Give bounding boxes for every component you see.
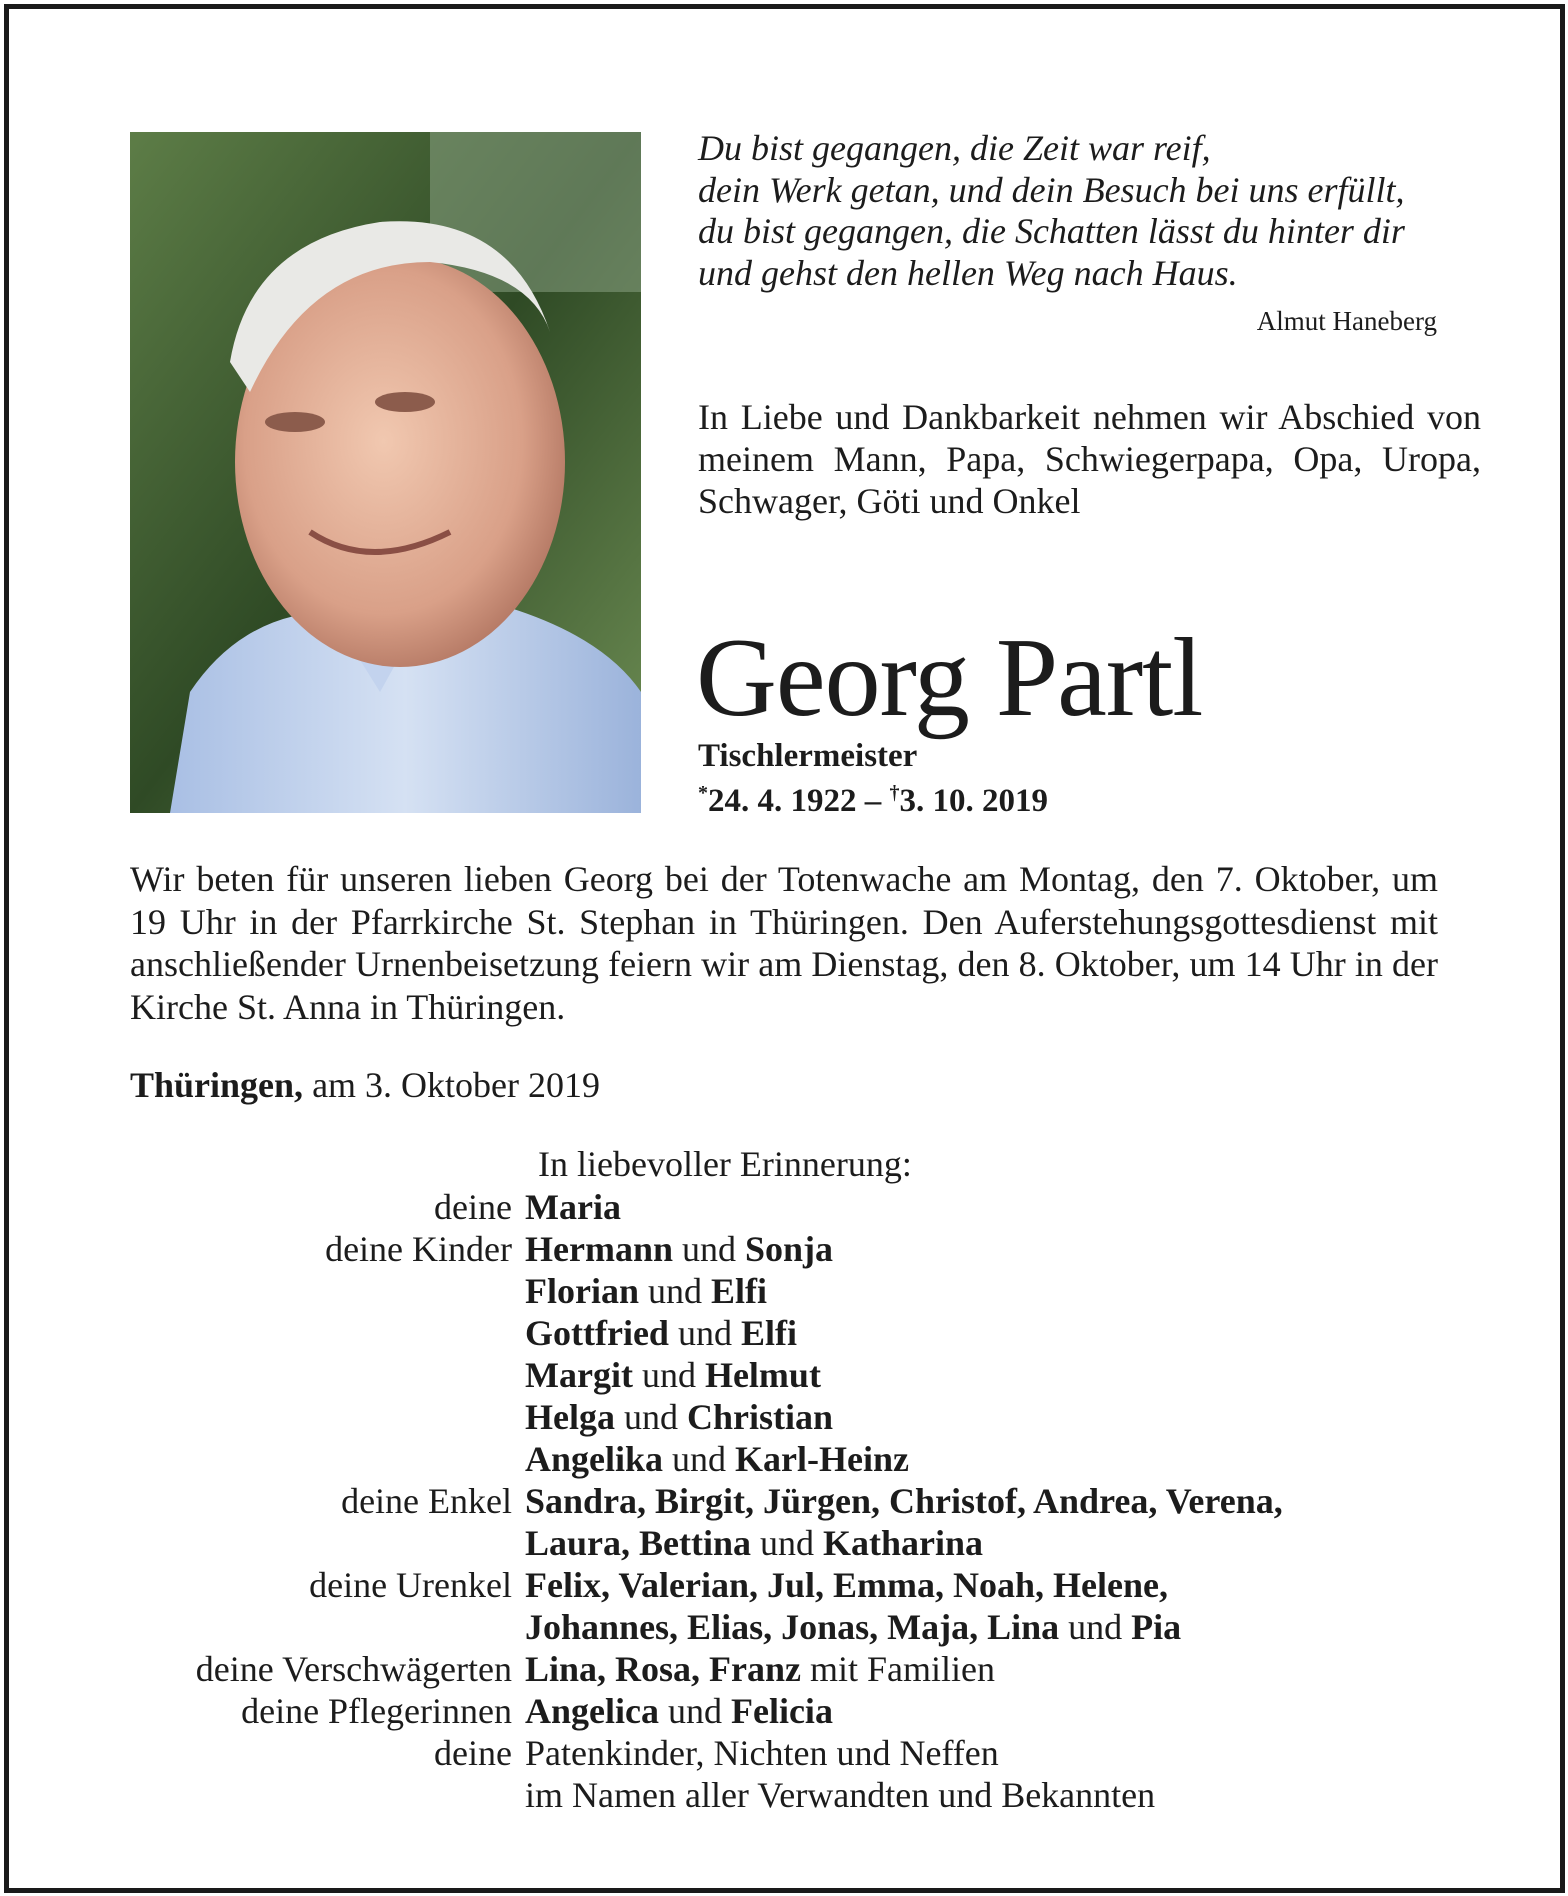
mourner-connector: und — [663, 1439, 736, 1479]
poem-line: und gehst den hellen Weg nach Haus. — [698, 252, 1238, 293]
mourner-relation: deine — [434, 1187, 512, 1227]
mourner-name: Katharina — [823, 1523, 984, 1563]
mourner-row — [0, 1354, 1568, 1396]
intro-text: In Liebe und Dankbarkeit nehmen wir Abschied von meinem Mann, Papa, Schwiegerpapa, Opa, Uropa, Schwager, Göti und Onkel — [698, 397, 1481, 521]
mourner-names — [525, 1480, 1283, 1522]
mourner-name: Gottfried — [525, 1313, 669, 1353]
mourner-name: Maria — [525, 1187, 621, 1227]
mourner-name: Elfi — [740, 1313, 797, 1353]
mourner-name: Christian — [686, 1397, 834, 1437]
mourner-names — [525, 1606, 1181, 1648]
mourner-relation — [0, 1606, 525, 1648]
mourner-name: Lina, Rosa, Franz — [525, 1649, 802, 1689]
mourner-name: Felix, Valerian, Jul, Emma, Noah, Helene, — [525, 1565, 1168, 1605]
profession: Tischlermeister — [698, 738, 918, 774]
mourner-names — [525, 1270, 767, 1312]
mourner-names — [525, 1774, 1155, 1816]
mourner-name: Elfi — [711, 1271, 768, 1311]
mourner-name: Karl-Heinz — [735, 1439, 909, 1479]
poem-author: Almut Haneberg — [1256, 306, 1437, 336]
place-date — [130, 1064, 600, 1106]
mourner-connector: und — [668, 1313, 741, 1353]
mourner-row — [0, 1186, 1568, 1228]
mourner-names — [525, 1564, 1168, 1606]
mourner-names — [525, 1648, 995, 1690]
portrait-photo — [130, 132, 641, 813]
mourners-list — [0, 1186, 1568, 1816]
mourner-connector: und — [614, 1397, 687, 1437]
poem — [698, 128, 1488, 294]
mourner-row — [0, 1480, 1568, 1522]
mourner-name: Helmut — [704, 1355, 821, 1395]
mourner-row — [0, 1606, 1568, 1648]
mourner-connector: und — [632, 1355, 705, 1395]
mourner-names — [525, 1690, 833, 1732]
deceased-name: Georg Partl — [696, 616, 1203, 740]
mourner-names — [525, 1522, 983, 1564]
mourner-connector: und — [751, 1523, 824, 1563]
mourner-relation: deine Enkel — [341, 1481, 512, 1521]
mourner-name: Helga — [525, 1397, 615, 1437]
mourner-name: Sonja — [745, 1229, 834, 1269]
mourner-name: Felicia — [730, 1691, 833, 1731]
birth-symbol: * — [698, 782, 708, 804]
place-town: Thüringen, — [130, 1065, 304, 1105]
mourner-relation: deine — [434, 1733, 512, 1773]
mourner-relation — [0, 1522, 525, 1564]
mourner-connector: und — [658, 1691, 731, 1731]
death-date: 3. 10. 2019 — [899, 783, 1048, 819]
mourner-row — [0, 1396, 1568, 1438]
mourner-relation — [0, 1774, 525, 1816]
mourner-connector: und — [639, 1271, 711, 1311]
mourner-names — [525, 1732, 999, 1774]
mourner-connector: Patenkinder, Nichten und Neffen — [525, 1733, 999, 1773]
mourner-row — [0, 1438, 1568, 1480]
memory-heading: In liebevoller Erinnerung: — [538, 1144, 912, 1184]
place-date-text: am 3. Oktober 2019 — [303, 1065, 601, 1105]
mourner-relation — [0, 1312, 525, 1354]
mourner-relation — [0, 1354, 525, 1396]
mourner-connector: mit Familien — [801, 1649, 996, 1689]
poem-line: Du bist gegangen, die Zeit war reif, — [698, 128, 1211, 168]
mourner-name: Margit — [525, 1355, 633, 1395]
mourner-name: Hermann — [525, 1229, 673, 1269]
mourner-name: Laura, Bettina — [525, 1523, 752, 1563]
mourner-connector: und — [1059, 1607, 1132, 1647]
mourner-names — [525, 1396, 833, 1438]
mourner-relation: deine Urenkel — [309, 1565, 512, 1605]
mourner-names — [525, 1312, 797, 1354]
mourner-row — [0, 1312, 1568, 1354]
mourner-row — [0, 1270, 1568, 1312]
mourner-name: Angelica — [525, 1691, 659, 1731]
mourner-name: Sandra, Birgit, Jürgen, Christof, Andrea, Verena, — [525, 1481, 1283, 1521]
poem-line: du bist gegangen, die Schatten lässt du hinter dir — [698, 211, 1405, 251]
mourner-name: Pia — [1131, 1607, 1182, 1647]
mourner-relation — [0, 1438, 525, 1480]
poem-line: dein Werk getan, und dein Besuch bei uns erfüllt, — [698, 169, 1405, 210]
mourner-relation — [0, 1396, 525, 1438]
mourner-relation: deine Pflegerinnen — [241, 1691, 512, 1731]
mourner-name: Florian — [525, 1271, 639, 1311]
mourner-row — [0, 1732, 1568, 1774]
mourner-names — [525, 1186, 621, 1228]
mourner-name: Johannes, Elias, Jonas, Maja, Lina — [525, 1607, 1060, 1647]
mourner-connector: im Namen aller Verwandten und Bekannten — [525, 1775, 1156, 1815]
death-symbol: † — [889, 782, 900, 804]
date-dash: – — [856, 783, 890, 819]
service-text: Wir beten für unseren lieben Georg bei der Totenwache am Montag, den 7. Oktober, um 19 Uhr in der Pfarrkirche St. Stephan in Thüringen. Den Auferstehungsgottesdienst mit anschließender Urnenbeisetzung feiern wir am Dienstag, den 8. Oktober, um 14 Uhr in der Kirche St. Anna in Thüringen. — [130, 859, 1438, 1027]
mourner-names — [525, 1354, 821, 1396]
mourner-names — [525, 1438, 909, 1480]
mourner-name: Angelika — [525, 1439, 664, 1479]
birth-date: 24. 4. 1922 — [708, 783, 857, 819]
mourner-relation — [0, 1270, 525, 1312]
mourner-row — [0, 1564, 1568, 1606]
mourner-row — [0, 1522, 1568, 1564]
life-dates — [698, 782, 1048, 820]
mourner-relation: deine Verschwägerten — [195, 1649, 512, 1689]
mourner-row — [0, 1690, 1568, 1732]
mourner-connector: und — [673, 1229, 745, 1269]
mourner-row — [0, 1774, 1568, 1816]
mourner-names — [525, 1228, 833, 1270]
mourner-row — [0, 1228, 1568, 1270]
mourner-relation: deine Kinder — [325, 1229, 512, 1269]
mourner-row — [0, 1648, 1568, 1690]
